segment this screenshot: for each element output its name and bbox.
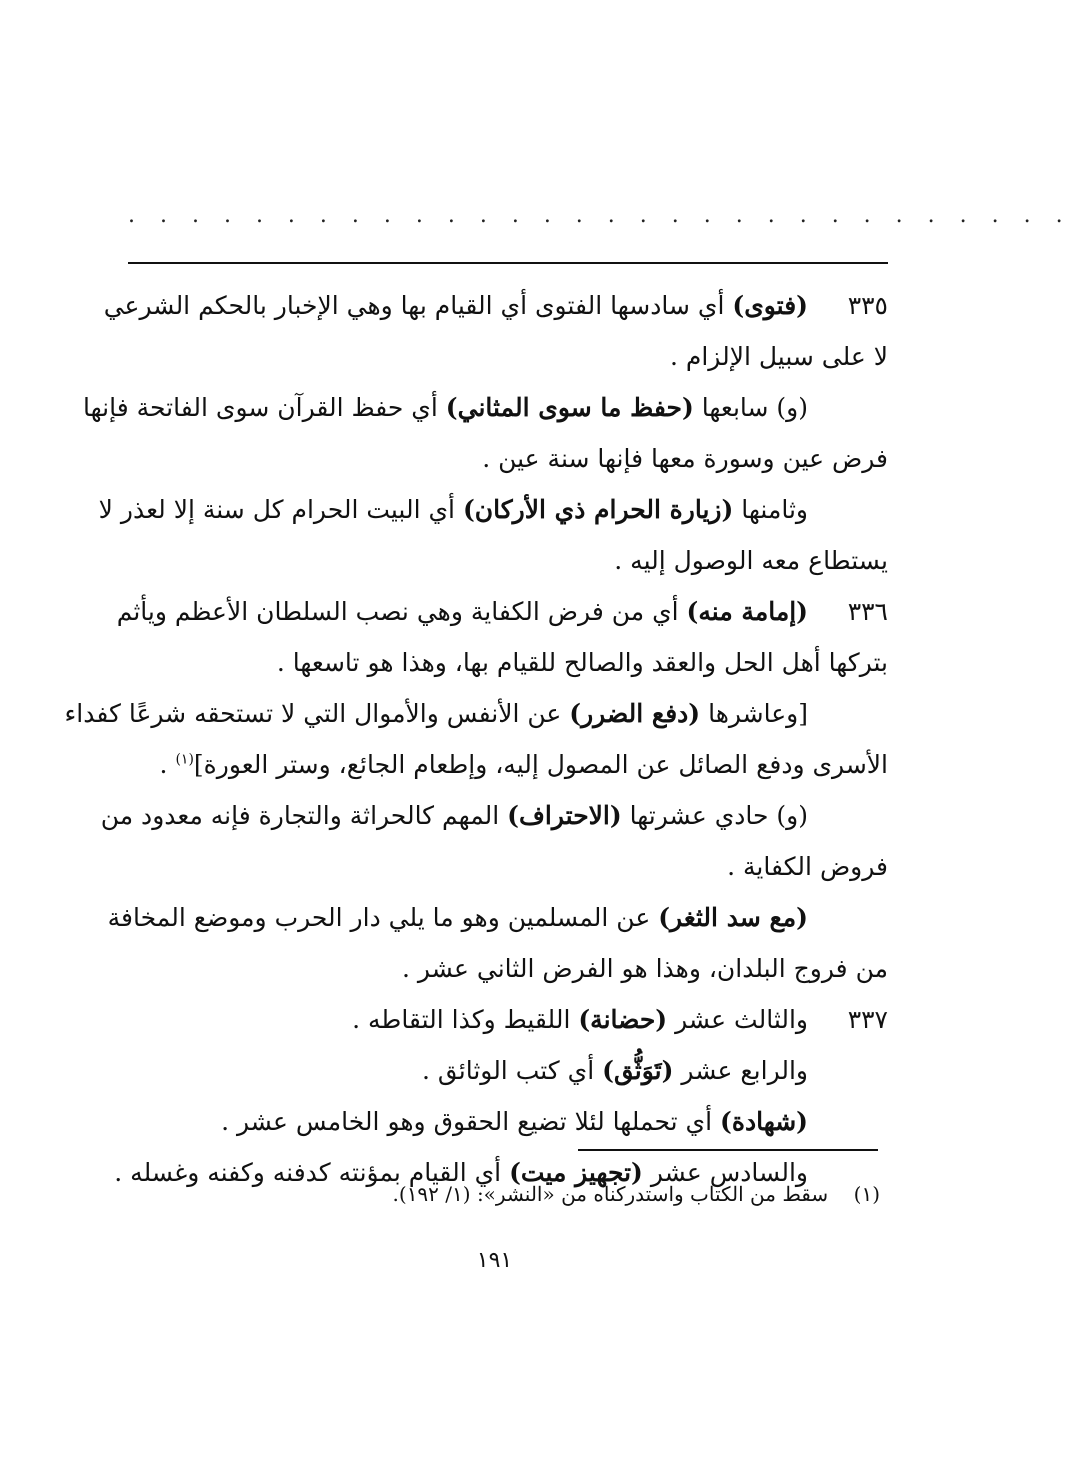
bold-term: (إمامة منه) bbox=[686, 597, 808, 626]
text-line bbox=[118, 739, 888, 790]
bold-term: (فتوى) bbox=[732, 291, 808, 320]
page-number: ١٩١ bbox=[476, 1248, 513, 1273]
text-line bbox=[118, 586, 888, 637]
line-text: بتركها أهل الحل والعقد والصالح للقيام بها، وهذا هو تاسعها . bbox=[276, 648, 888, 677]
text-line bbox=[118, 331, 888, 382]
bold-term: (دفع الضرر) bbox=[569, 699, 701, 728]
bold-term: (شهادة) bbox=[720, 1107, 808, 1136]
bold-term: (تجهيز ميت) bbox=[509, 1158, 643, 1187]
text-line bbox=[118, 1096, 888, 1147]
text-line bbox=[118, 535, 888, 586]
line-text: الأسرى ودفع الصائل عن المصول إليه، وإطعام الجائع، وستر العورة] bbox=[193, 750, 888, 779]
line-text: أي من فرض الكفاية وهي نصب السلطان الأعظم ويأثم bbox=[116, 597, 687, 626]
line-text: من فروج البلدان، وهذا هو الفرض الثاني عشر . bbox=[402, 954, 888, 983]
line-text: والسادس عشر bbox=[642, 1158, 808, 1187]
line-text: [وعاشرها bbox=[700, 699, 808, 728]
entry-number: ٣٣٦ bbox=[847, 597, 888, 626]
line-text: (و) سابعها bbox=[693, 393, 808, 422]
entry-number: ٣٣٥ bbox=[847, 291, 888, 320]
bold-term: (حفظ ما سوى المثاني) bbox=[445, 393, 694, 422]
text-line bbox=[83, 382, 888, 433]
text-line bbox=[118, 994, 888, 1045]
bold-term: (تَوَثُّق) bbox=[602, 1056, 674, 1085]
text-line bbox=[118, 841, 888, 892]
text-line bbox=[98, 484, 888, 535]
bold-term: (الاحتراف) bbox=[507, 801, 622, 830]
line-text: وثامنها bbox=[733, 495, 808, 524]
text-line bbox=[103, 280, 888, 331]
line-text: فرض عين وسورة معها فإنها سنة عين . bbox=[482, 444, 888, 473]
text-line bbox=[118, 1045, 888, 1096]
line-text: أي البيت الحرام كل سنة إلا لعذر لا bbox=[98, 495, 463, 524]
line-text: عن المسلمين وهو ما يلي دار الحرب وموضع المخافة bbox=[107, 903, 659, 932]
text-line bbox=[118, 943, 888, 994]
line-text: . bbox=[159, 750, 176, 779]
main-text bbox=[64, 280, 888, 1198]
entry-number: ٣٣٧ bbox=[847, 1005, 888, 1034]
text-line bbox=[64, 688, 888, 739]
footnote bbox=[300, 1178, 880, 1210]
text-line bbox=[100, 790, 888, 841]
line-text: والرابع عشر bbox=[673, 1056, 808, 1085]
line-text: عن الأنفس والأموال التي لا تستحقه شرعًا كفداء bbox=[64, 699, 570, 728]
bold-term: (زيارة الحرام ذي الأركان) bbox=[462, 495, 734, 524]
footnote-text: سقط من الكتاب واستدركناه من «النشر»: (١/ ١٩٢). bbox=[392, 1182, 829, 1206]
text-line bbox=[118, 433, 888, 484]
bold-term: (مع سد الثغر) bbox=[658, 903, 808, 932]
line-text: أي حفظ القرآن سوى الفاتحة فإنها bbox=[83, 393, 446, 422]
footnote-rule bbox=[578, 1149, 878, 1151]
footnote-reference: (١) bbox=[175, 751, 194, 768]
header-rule bbox=[128, 262, 888, 264]
line-text: أي القيام بمؤنته كدفنه وكفنه وغسله . bbox=[114, 1158, 510, 1187]
line-text: (و) حادي عشرتها bbox=[621, 801, 808, 830]
line-text: اللقيط وكذا التقاطه . bbox=[352, 1005, 579, 1034]
bold-term: (حضانة) bbox=[578, 1005, 668, 1034]
text-line bbox=[107, 892, 888, 943]
footnote-marker: (١) bbox=[853, 1182, 880, 1206]
line-text: والثالث عشر bbox=[667, 1005, 808, 1034]
header-dotted-separator: . . . . . . . . . . . . . . . . . . . . . . . . . . . . . . bbox=[128, 203, 1072, 228]
line-text: لا على سبيل الإلزام . bbox=[669, 342, 888, 371]
line-text: فروض الكفاية . bbox=[727, 852, 888, 881]
line-text: أي تحملها لئلا تضيع الحقوق وهو الخامس عشر . bbox=[221, 1107, 721, 1136]
line-text: أي سادسها الفتوى أي القيام بها وهي الإخبار بالحكم الشرعي bbox=[103, 291, 733, 320]
line-text: يستطاع معه الوصول إليه . bbox=[614, 546, 888, 575]
text-line bbox=[118, 637, 888, 688]
line-text: أي كتب الوثائق . bbox=[422, 1056, 603, 1085]
line-text: المهم كالحراثة والتجارة فإنه معدود من bbox=[100, 801, 508, 830]
